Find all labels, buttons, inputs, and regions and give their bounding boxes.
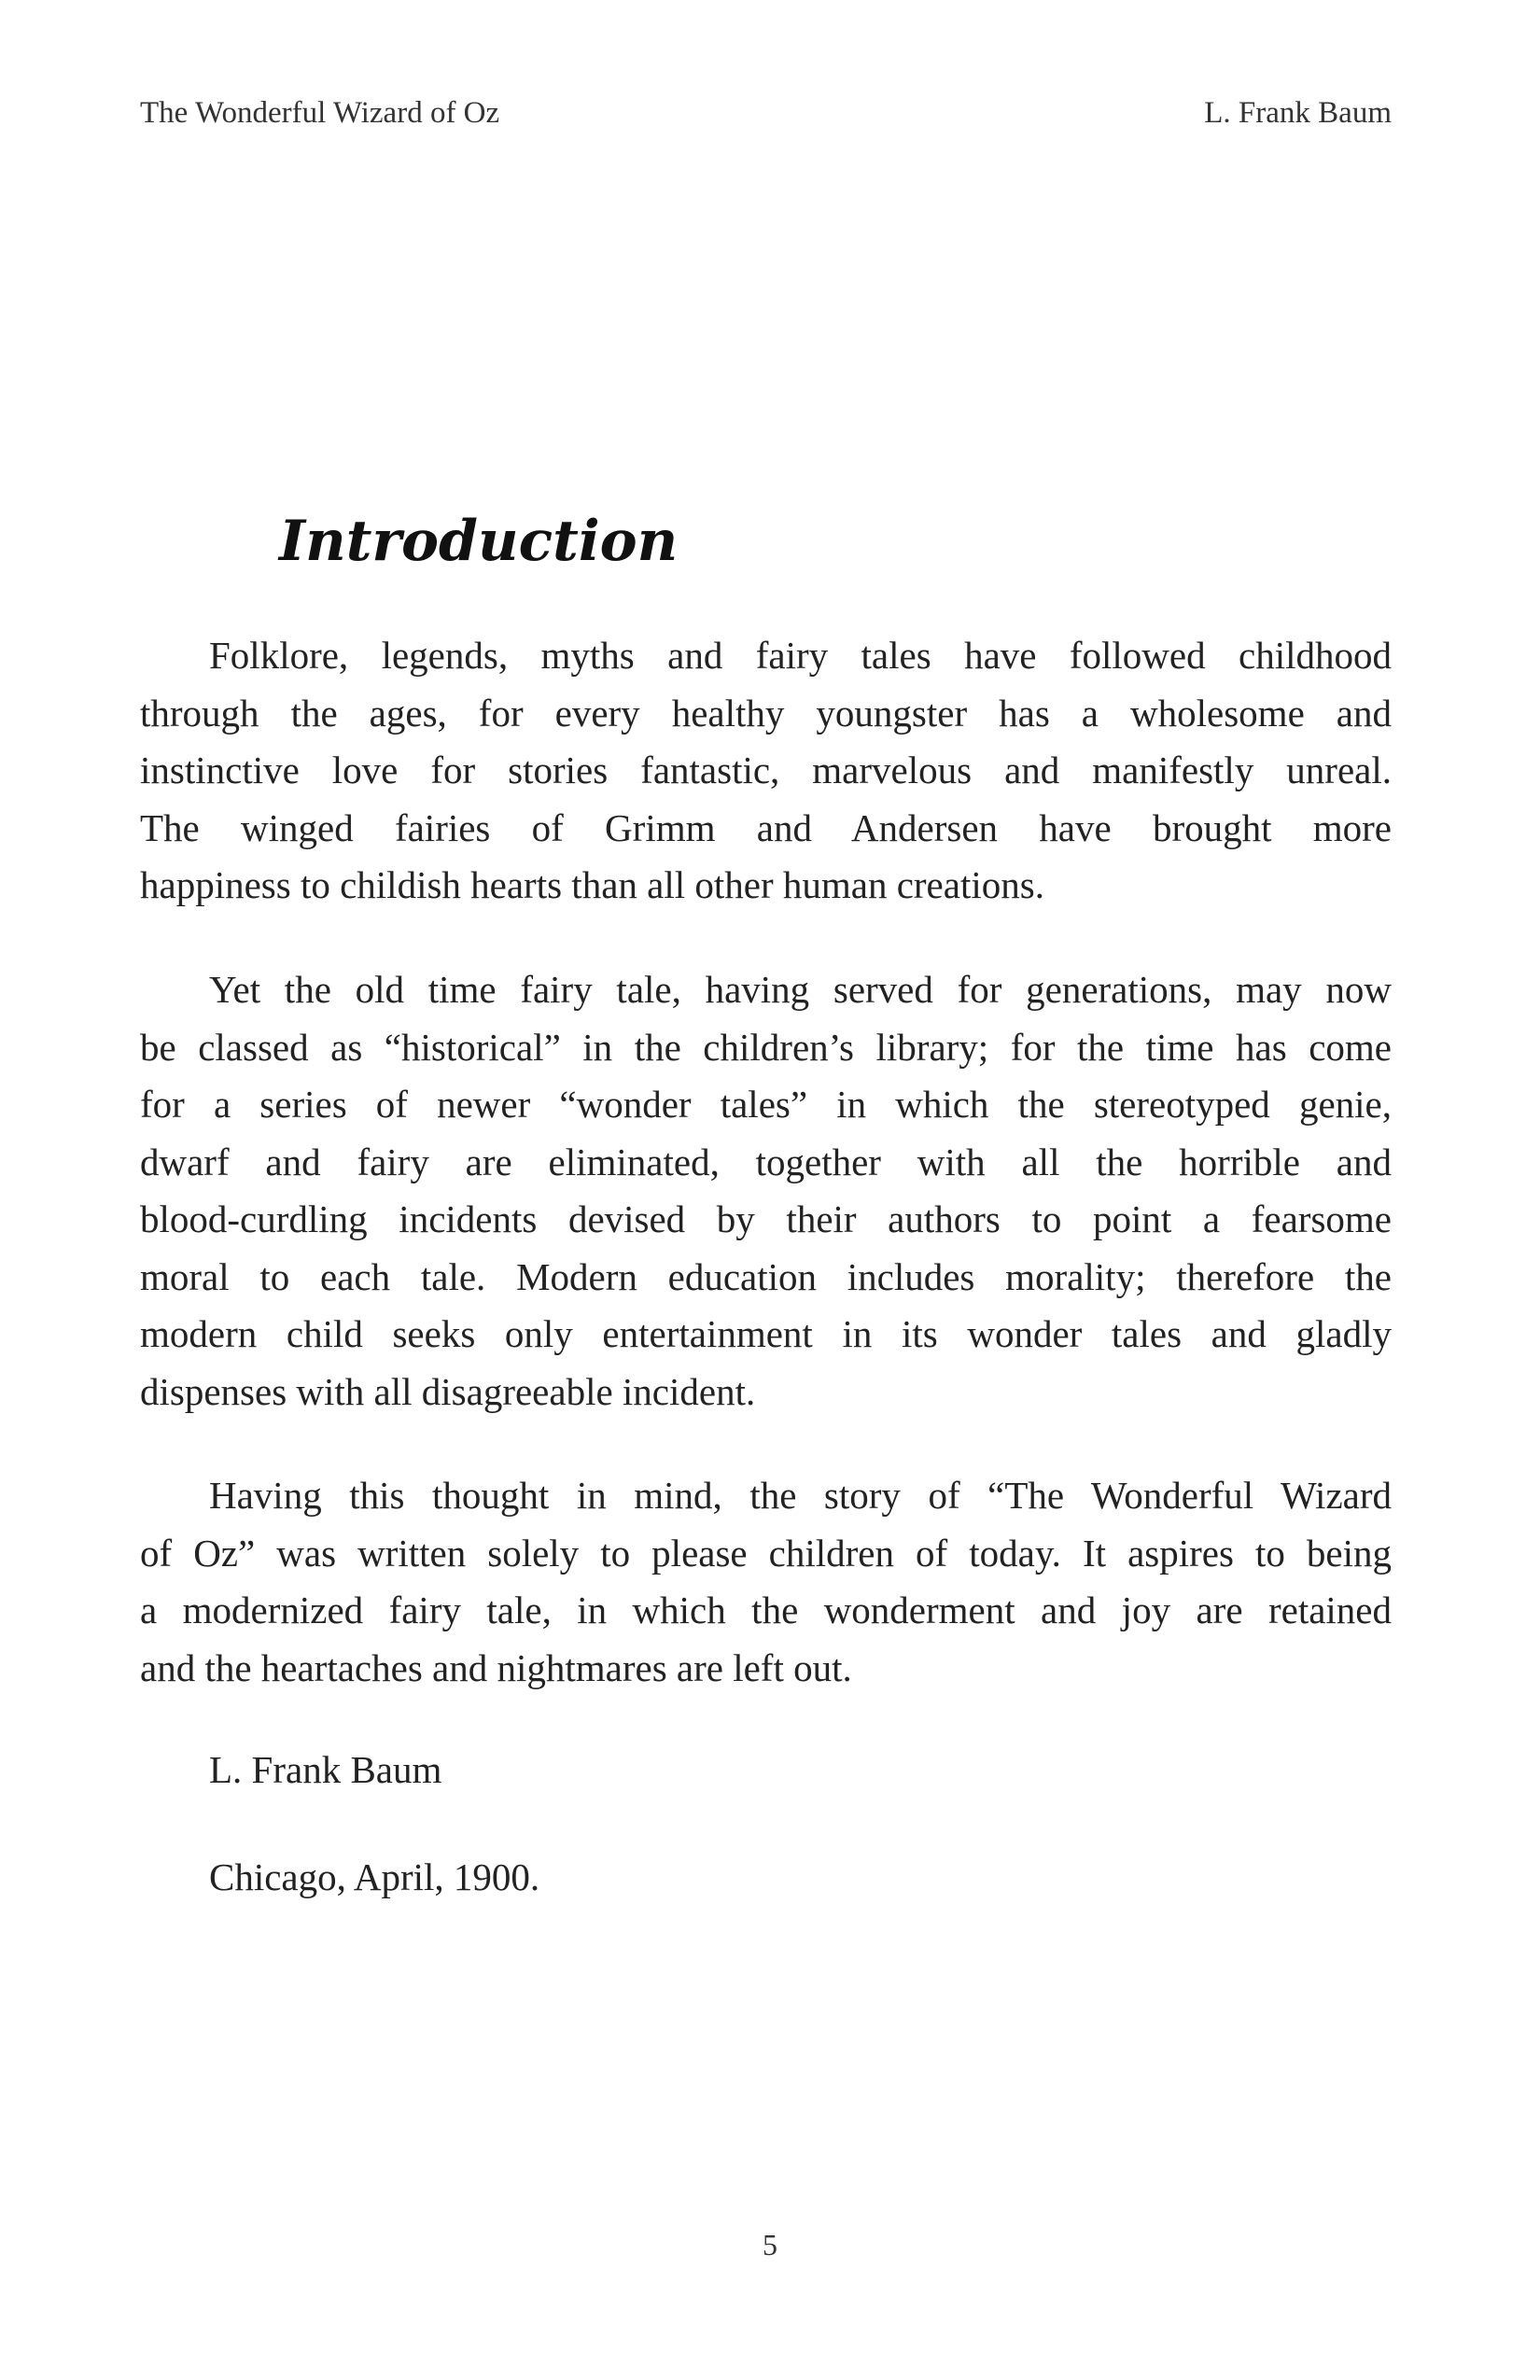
text-line: blood-curdling incidents devised by their authors to point a fearsome: [140, 1197, 1392, 1240]
paragraph: [140, 1467, 1392, 1697]
text-line: for a series of newer “wonder tales” in which the stereotyped genie,: [140, 1083, 1392, 1126]
text-line: through the ages, for every healthy youngster has a wholesome and: [140, 691, 1392, 735]
text-line: dispenses with all disagreeable incident.: [140, 1369, 756, 1413]
text-line: be classed as “historical” in the children’s library; for the time has come: [140, 1025, 1392, 1069]
running-header-title: The Wonderful Wizard of Oz: [140, 96, 500, 130]
page-number: 5: [763, 2228, 777, 2261]
text-line: Folklore, legends, myths and fairy tales have followed childhood: [209, 634, 1392, 677]
paragraph: [140, 627, 1392, 915]
paragraph: [140, 961, 1392, 1421]
dateline: Chicago, April, 1900.: [209, 1855, 540, 1898]
text-line: happiness to childish hearts than all other human creations.: [140, 863, 1044, 906]
text-line: a modernized fairy tale, in which the wonderment and joy are retained: [140, 1589, 1392, 1631]
running-header-author: L. Frank Baum: [1204, 96, 1392, 130]
text-line: dwarf and fairy are eliminated, together with all the horrible and: [140, 1140, 1392, 1183]
text-line: instinctive love for stories fantastic, marvelous and manifestly unreal.: [140, 749, 1392, 791]
text-line: and the heartaches and nightmares are left out.: [140, 1645, 852, 1689]
text-line: moral to each tale. Modern education includes morality; therefore the: [140, 1254, 1392, 1298]
text-line: The winged fairies of Grimm and Andersen have brought more: [140, 805, 1392, 849]
text-line: modern child seeks only entertainment in its wonder tales and gladly: [140, 1312, 1392, 1355]
text-line: of Oz” was written solely to please children of today. It aspires to being: [140, 1531, 1392, 1575]
text-line: Yet the old time fairy tale, having served for generations, may now: [209, 968, 1392, 1011]
signature: L. Frank Baum: [209, 1748, 442, 1791]
text-line: Having this thought in mind, the story of “The Wonderful Wizard: [209, 1474, 1392, 1517]
chapter-title: Introduction: [279, 509, 679, 574]
